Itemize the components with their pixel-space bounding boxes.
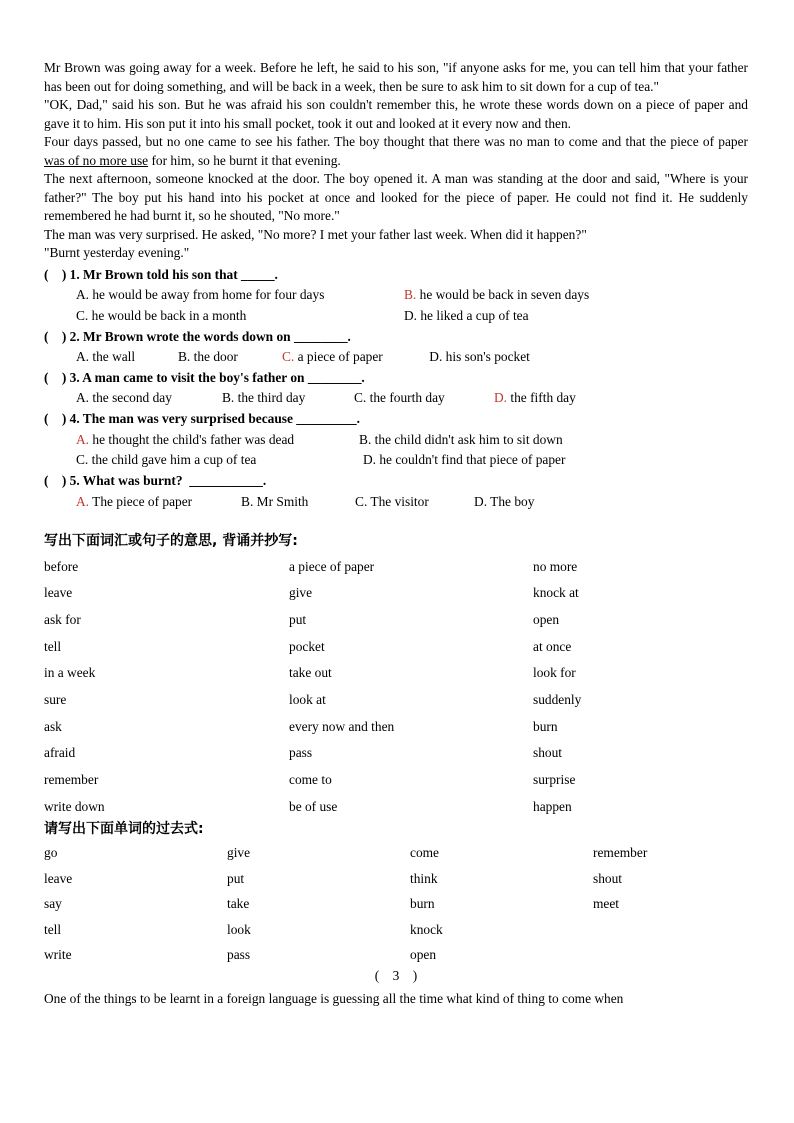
question-4 — [44, 409, 748, 471]
option-d: D. The boy — [474, 493, 535, 509]
vocab-word: ask — [44, 718, 62, 734]
option-a: A. the wall — [76, 349, 136, 365]
option-c: C. he would be back in a month — [76, 307, 247, 323]
question-2 — [44, 327, 748, 368]
question-stem: ( ) 3. A man came to visit the boy's father on ________. — [44, 369, 365, 385]
option-b: B. the child didn't ask him to sit down — [359, 431, 563, 447]
question-1 — [44, 265, 748, 327]
vocab-word: shout — [533, 745, 563, 761]
option-c-letter-answer: C. — [282, 349, 295, 365]
option-d-text: the fifth day — [507, 390, 576, 406]
option-c-text: a piece of paper — [294, 349, 383, 365]
option-a-letter-answer: A. — [76, 493, 90, 509]
reading-passage — [44, 59, 748, 263]
question-stem: ( ) 4. The man was very surprised because _________. — [44, 411, 360, 427]
vocab-section-title: 写出下面词汇或句子的意思, 背诵并抄写: — [44, 532, 298, 549]
past-tense-word: go — [44, 845, 58, 861]
option-a: A. he would be away from home for four days — [76, 287, 325, 302]
past-tense-word: open — [410, 947, 437, 963]
past-tense-word: remember — [593, 845, 648, 861]
past-tense-word: look — [227, 921, 251, 937]
past-tense-word: pass — [227, 947, 251, 963]
vocab-word: be of use — [289, 798, 338, 814]
option-c: C. the fourth day — [354, 390, 445, 406]
vocab-word: look for — [533, 665, 576, 681]
past-tense-grid — [44, 840, 748, 967]
past-tense-word: come — [410, 845, 439, 861]
vocab-word: come to — [289, 772, 332, 788]
section-3-label: ( 3 ) — [374, 968, 418, 984]
vocab-word: happen — [533, 798, 572, 814]
past-tense-word: shout — [593, 870, 623, 886]
vocab-word: give — [289, 585, 313, 601]
question-5 — [44, 471, 748, 512]
vocab-word: put — [289, 611, 307, 627]
question-options — [44, 285, 748, 327]
vocab-word: at once — [533, 638, 572, 654]
vocab-word: tell — [44, 638, 62, 654]
option-b: B. Mr Smith — [241, 493, 309, 509]
past-tense-word: say — [44, 896, 62, 912]
question-stem: ( ) 5. What was burnt? ___________. — [44, 473, 267, 489]
worksheet-page — [44, 59, 748, 1009]
question-options — [44, 492, 748, 513]
vocab-word: burn — [533, 718, 558, 734]
vocab-word: suddenly — [533, 692, 582, 708]
vocab-word: pass — [289, 745, 313, 761]
vocab-word: every now and then — [289, 718, 395, 734]
past-tense-word: tell — [44, 921, 62, 937]
vocab-word: before — [44, 558, 79, 574]
past-tense-word: think — [410, 870, 438, 886]
past-tense-word — [593, 942, 748, 967]
question-stem: ( ) 1. Mr Brown told his son that _____. — [44, 266, 278, 282]
question-3 — [44, 368, 748, 409]
vocab-grid — [44, 554, 748, 821]
vocab-word: write down — [44, 798, 105, 814]
past-tense-word: meet — [593, 896, 620, 912]
option-c: C. the child gave him a cup of tea — [76, 452, 257, 468]
past-tense-word: give — [227, 845, 251, 861]
past-tense-word: put — [227, 870, 245, 886]
option-b: B. the third day — [222, 390, 306, 406]
vocab-word: knock at — [533, 585, 579, 601]
option-c: C. The visitor — [355, 493, 429, 509]
vocab-word: ask for — [44, 611, 81, 627]
vocab-word: take out — [289, 665, 332, 681]
vocab-word: open — [533, 611, 560, 627]
question-options — [44, 388, 748, 409]
past-tense-word: take — [227, 896, 250, 912]
option-b: B. the door — [178, 349, 238, 365]
option-d: D. he liked a cup of tea — [404, 307, 529, 323]
past-tense-section-title: 请写出下面单词的过去式: — [44, 821, 204, 838]
past-tense-word: burn — [410, 896, 435, 912]
question-stem: ( ) 2. Mr Brown wrote the words down on ________. — [44, 328, 351, 344]
option-d: D. his son's pocket — [429, 349, 530, 365]
option-a-text: he thought the child's father was dead — [89, 431, 295, 447]
story-p3-start: Four days passed, but no one came to see his father. The boy thought that there was no man to come and that the piece of paper — [44, 134, 748, 149]
vocab-word: sure — [44, 692, 67, 708]
story-paragraph-4: The next afternoon, someone knocked at the door. The boy opened it. A man was standing at the door and said, "Where is your father?" The boy put his hand into his pocket at once and looked for the piece of paper. He could not find it. He suddenly remembered he had burnt it, so he shouted, "No more." — [44, 171, 748, 223]
story-paragraph-2: "OK, Dad," said his son. But he was afraid his son couldn't remember this, he wrote these words down on a piece of paper and gave it to him. His son put it into his small pocket, took it out and looked at it every now and then. — [44, 97, 748, 131]
story-paragraph-5: The man was very surprised. He asked, "No more? I met your father last week. When did it happen?" — [44, 226, 587, 242]
option-a-letter-answer: A. — [76, 431, 90, 447]
vocab-word: remember — [44, 772, 99, 788]
vocab-word: leave — [44, 585, 73, 601]
option-d-letter-answer: D. — [494, 390, 508, 406]
past-tense-word: knock — [410, 921, 443, 937]
option-b-text: he would be back in seven days — [416, 287, 590, 302]
vocab-word: look at — [289, 692, 326, 708]
story-paragraph-1: Mr Brown was going away for a week. Before he left, he said to his son, "if anyone asks for me, you can tell him that your father has been out for doing something, and will be back in a week, then be sure to ask him to sit down for a cup of tea." — [44, 60, 748, 94]
vocab-word: a piece of paper — [289, 558, 375, 574]
question-options — [44, 347, 748, 368]
story-paragraph-3 — [44, 133, 748, 170]
story-p3-end: for him, so he burnt it that evening. — [148, 152, 341, 168]
story-paragraph-6: "Burnt yesterday evening." — [44, 245, 190, 260]
section-3-text: One of the things to be learnt in a foreign language is guessing all the time what kind of thing to come when — [44, 991, 624, 1007]
option-a-text: The piece of paper — [89, 493, 193, 509]
vocab-word: pocket — [289, 638, 325, 654]
underlined-phrase: was of no more use — [44, 152, 149, 168]
past-tense-word: write — [44, 947, 72, 963]
vocab-word: afraid — [44, 745, 76, 761]
vocab-word: in a week — [44, 665, 96, 681]
past-tense-word: leave — [44, 870, 73, 886]
past-tense-word — [593, 917, 748, 942]
question-options — [44, 430, 748, 472]
vocab-word: surprise — [533, 772, 576, 788]
option-b-letter-answer: B. — [404, 287, 417, 302]
vocab-word: no more — [533, 558, 578, 574]
option-d: D. he couldn't find that piece of paper — [363, 452, 566, 468]
option-a: A. the second day — [76, 390, 172, 406]
